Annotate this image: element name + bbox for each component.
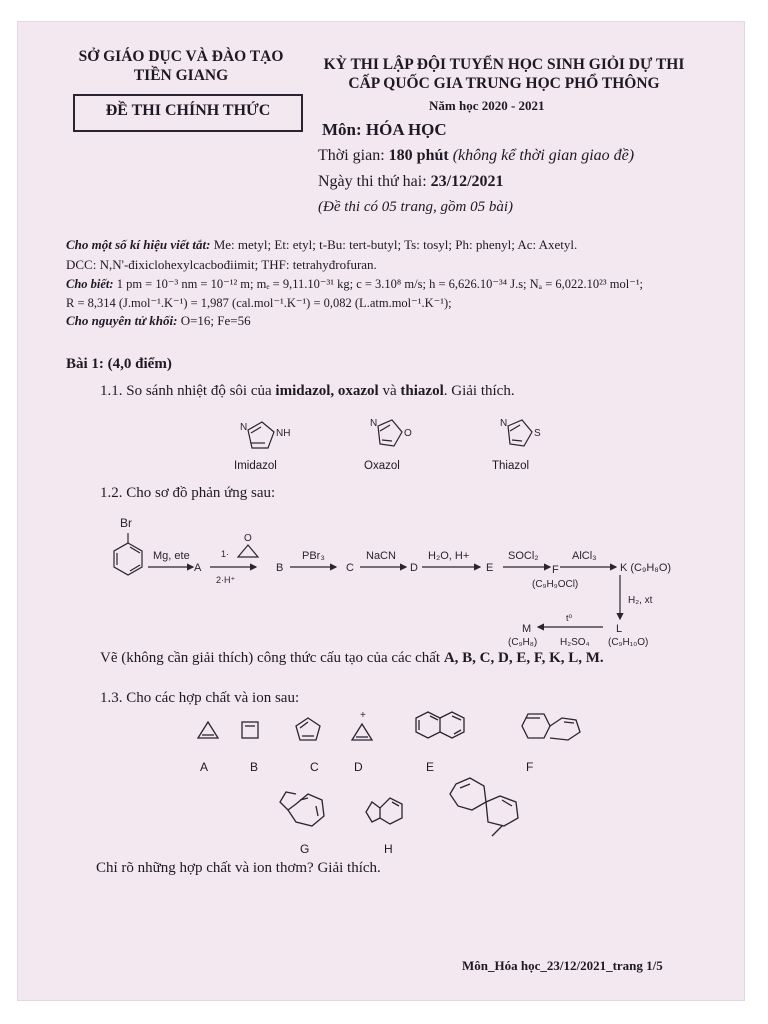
product-d: D xyxy=(410,562,418,574)
time-line: Thời gian: 180 phút (không kể thời gian giao đề) xyxy=(318,147,635,164)
label-h: H xyxy=(384,842,393,856)
label-b: B xyxy=(250,760,259,774)
product-e: E xyxy=(486,562,494,574)
label-e: E xyxy=(426,760,435,774)
atomic-masses: Cho nguyên tử khối: O=16; Fe=56 xyxy=(66,313,251,328)
compound-h-structure xyxy=(380,798,402,824)
br-label: Br xyxy=(120,516,132,530)
problem-1-title: Bài 1: (4,0 điểm) xyxy=(66,356,172,372)
reagent-socl2: SOCl₂ xyxy=(508,550,539,562)
epoxide-o-atom: O xyxy=(244,533,252,544)
question-1-3: 1.3. Cho các hợp chất và ion sau: xyxy=(100,690,300,706)
product-f: F xyxy=(552,564,559,576)
date-line: Ngày thi thứ hai: 23/12/2021 xyxy=(318,173,504,190)
plus-charge-icon: + xyxy=(360,710,366,721)
reagent-h2so4: H₂SO₄ xyxy=(560,637,590,648)
reagent-alcl3: AlCl₃ xyxy=(572,550,597,562)
reagent-heat: t⁰ xyxy=(566,613,573,623)
pages-note: (Đề thi có 05 trang, gồm 05 bài) xyxy=(318,199,513,215)
reagent-h2o-h: H₂O, H+ xyxy=(428,550,470,562)
thiazol-s-atom: S xyxy=(534,428,541,439)
abbreviations: Cho một số kí hiệu viết tắt: Me: metyl; Et: etyl; t-Bu: tert-butyl; Ts: tosyl; Ph: phenyl; Ac: Axetyl. xyxy=(66,237,578,252)
compound-structures xyxy=(188,706,608,856)
question-1-3-task: Chỉ rõ những hợp chất và ion thơm? Giải thích. xyxy=(96,860,381,876)
dcc-line: DCC: N,N'-đixiclohexylcacbođiimit; THF: tetrahyđrofuran. xyxy=(66,257,377,272)
subject-line: Môn: HÓA HỌC xyxy=(322,120,447,139)
product-l-formula: (C₉H₁₀O) xyxy=(608,637,649,648)
product-l: L xyxy=(616,623,623,635)
product-f-formula: (C₉H₉OCl) xyxy=(532,579,579,590)
subject-name: HÓA HỌC xyxy=(365,120,447,139)
question-1-1: 1.1. So sánh nhiệt độ sôi của imidazol, oxazol và thiazol. Giải thích. xyxy=(100,383,515,399)
compound-i-structure xyxy=(450,778,486,810)
product-m-formula: (C₉H₈) xyxy=(508,637,538,648)
official-label: ĐỀ THI CHÍNH THỨC xyxy=(105,102,271,119)
compound-c-structure xyxy=(296,718,320,740)
step-2-label: 2·H⁺ xyxy=(216,575,236,585)
question-1-2-task: Vẽ (không cần giải thích) công thức cấu tạo của các chất A, B, C, D, E, F, K, L, M. xyxy=(100,650,604,666)
compound-b-structure xyxy=(242,722,258,738)
reagent-pbr3: PBr₃ xyxy=(302,550,325,562)
thiazol-n-atom: N xyxy=(500,418,508,429)
exam-page xyxy=(18,22,744,1000)
page-footer: Môn_Hóa học_23/12/2021_trang 1/5 xyxy=(462,958,663,973)
given-line-2: R = 8,314 (J.mol⁻¹.K⁻¹) = 1,987 (cal.mol⁻¹.K⁻¹) = 0,082 (L.atm.mol⁻¹.K⁻¹); xyxy=(66,296,452,310)
step-1-label: 1· xyxy=(221,549,230,559)
reagent-mg-ete: Mg, ete xyxy=(153,550,190,562)
oxazol-label: Oxazol xyxy=(364,460,400,472)
label-a: A xyxy=(200,760,209,774)
product-a: A xyxy=(194,562,202,574)
oxazol-n-atom: N xyxy=(370,418,378,429)
oxazol-o-atom: O xyxy=(404,428,412,439)
imidazol-label: Imidazol xyxy=(234,460,277,472)
label-g: G xyxy=(300,842,310,856)
label-f: F xyxy=(526,760,534,774)
bromobenzene-ring xyxy=(114,543,142,575)
label-c: C xyxy=(310,760,319,774)
product-k: K (C₉H₈O) xyxy=(620,562,672,574)
reagent-nacn: NaCN xyxy=(366,550,396,562)
imidazol-n-atom: N xyxy=(240,422,248,433)
product-c: C xyxy=(346,562,354,574)
label-d: D xyxy=(354,760,363,774)
school-year: Năm học 2020 - 2021 xyxy=(429,98,545,113)
product-b: B xyxy=(276,562,284,574)
given-line-1: Cho biết: 1 pm = 10⁻³ nm = 10⁻¹² m; mₑ = 9,11.10⁻³¹ kg; c = 3.10⁸ m/s; h = 6,626.10⁻³⁴ J.s; Nₐ = 6,022.10²³ mol⁻¹; xyxy=(66,277,644,291)
reagent-h2-xt: H₂, xt xyxy=(628,595,653,606)
question-1-2: 1.2. Cho sơ đồ phản ứng sau: xyxy=(100,485,276,501)
reaction-scheme xyxy=(98,507,698,648)
imidazol-nh-atom: NH xyxy=(276,428,291,439)
exam-title: KỲ THI LẬP ĐỘI TUYỂN HỌC SINH GIỎI DỰ THI CẤP QUỐC GIA TRUNG HỌC PHỔ THÔNG xyxy=(323,56,685,92)
product-m: M xyxy=(522,623,532,635)
thiazol-label: Thiazol xyxy=(492,460,530,472)
department-name: SỞ GIÁO DỤC VÀ ĐÀO TẠO TIỀN GIANG xyxy=(78,48,284,84)
